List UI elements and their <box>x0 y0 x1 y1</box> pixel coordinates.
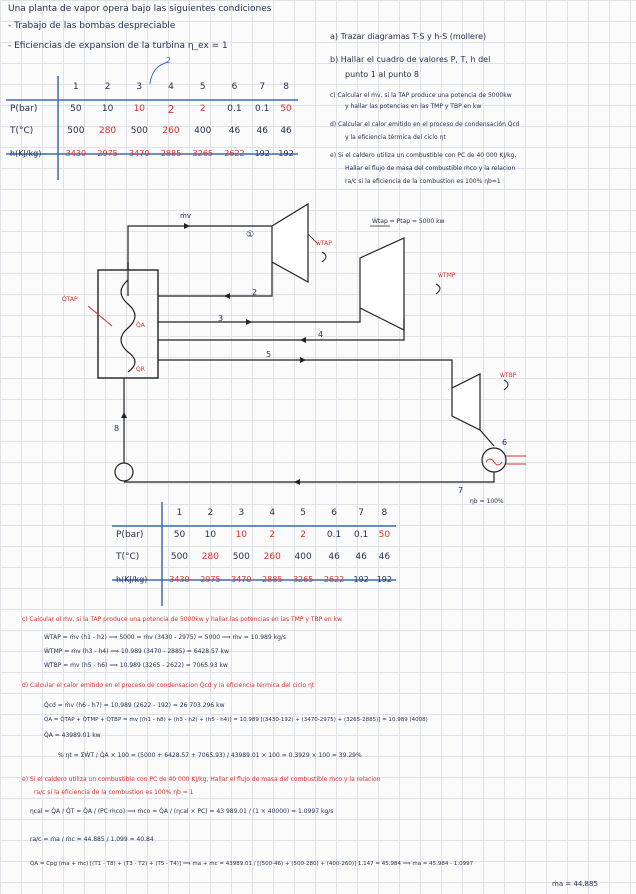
pump <box>115 463 133 481</box>
solution-d-line3: Q̇A = 43989.01 kw <box>44 732 101 739</box>
qtap-label: Q̇TAP <box>62 296 78 303</box>
table-cell: 2 <box>300 530 307 540</box>
table-cell: 192 <box>376 574 392 584</box>
table-cell: 46 <box>355 552 367 562</box>
col-header: 5 <box>300 508 307 518</box>
node-5-label: 5 <box>266 350 272 359</box>
question-e-line2: Hallar el flujo de masa del combustible ṁco y la relacion <box>345 165 516 172</box>
table-cell: 2975 <box>97 148 118 158</box>
solution-e-line3: Q̇A = Cpg (ṁa + ṁc) [(T1 - T8) + (T3 - T2) + (T5 - T4)] ⟹ ṁa + ṁc = 43989.01 / [(500-46) + (500-280) + (400-260)] 1.147 = 45.984 ⟹ ṁa = 45.984 - 1.0997 <box>30 861 474 867</box>
question-e-line1: e) Si el caldero utiliza un combustible con PC de 40 000 KJ/kg, <box>330 152 517 159</box>
table-cell: 2 <box>167 102 175 116</box>
table-cell: 3470 <box>129 148 150 158</box>
table-cell: 2885 <box>160 148 182 158</box>
table-cell: 0.1 <box>353 530 369 540</box>
wtap-equation: Ẇtap = Ptap = 5000 kw <box>372 218 445 225</box>
table-cell: 46 <box>228 126 241 136</box>
col-header: 1 <box>176 508 183 518</box>
solution-d-question: d) Calcular el calor emitido en el proceso de condensacion Q̇cd y la eficiencia térmica del ciclo ηt <box>22 682 315 689</box>
solution-c-line1: ẆTAP = ṁv (h1 - h2) ⟹ 5000 = ṁv (3430 - 2975) = 5000 ⟹ ṁv = 10.989 kg/s <box>44 634 287 641</box>
solution-d-line4: % ηt = ΣẆT / Q̇A × 100 = (5000 + 6428.57 + 7065.93) / 43989.01 × 100 = 0.3929 × 100 = 39.29% <box>58 752 362 759</box>
col-header: 4 <box>168 82 174 92</box>
col-header: 2 <box>104 82 111 92</box>
turbine-tmp <box>360 238 404 330</box>
node-8-label: 8 <box>114 424 120 433</box>
table-cell: 3265 <box>192 148 213 158</box>
col-header: 3 <box>136 82 143 92</box>
col-header: 6 <box>231 82 238 92</box>
solution-e-question1: e) Si el caldero utiliza un combustible con PC de 40 000 KJ/kg, Hallar el flujo de masa del combustible ṁco y la relacion <box>22 776 381 783</box>
efficiency-note: ηb = 100% <box>470 498 504 505</box>
row-label: h(KJ/kg) <box>116 574 148 584</box>
state-table-bottom <box>112 502 396 590</box>
table-cell: 2 <box>199 104 206 114</box>
question-b-line1: b) Hallar el cuadro de valores P, T, h del <box>330 55 491 64</box>
row-label: T(°C) <box>116 552 140 562</box>
turbine-tbp <box>452 374 480 430</box>
table-cell: 500 <box>170 552 189 562</box>
col-header: 3 <box>238 508 245 518</box>
table-cell: 46 <box>378 552 391 562</box>
table-cell: 2622 <box>323 574 345 584</box>
qr-label: Q̇R <box>136 366 145 373</box>
table-cell: 280 <box>98 126 117 136</box>
col-header: 8 <box>283 82 289 92</box>
node-7-label: 7 <box>458 486 464 495</box>
table-cell: 400 <box>294 552 312 562</box>
solution-c-line2: ẆTMP = ṁv (h3 - h4) ⟹ 10.989 (3470 - 2885) = 6428.57 kw <box>44 648 229 655</box>
table-cell: 280 <box>201 552 219 562</box>
row-label: T(°C) <box>10 126 34 136</box>
table-cell: 10 <box>204 530 217 540</box>
wtmp-label: ẇTMP <box>438 272 456 279</box>
col-header: 8 <box>381 508 388 518</box>
bullet-pumps: - Trabajo de las bombas despreciable <box>8 21 176 31</box>
row-label: h(KJ/kg) <box>10 148 42 158</box>
table-cell: 50 <box>378 530 391 540</box>
table-cell: 46 <box>328 552 340 562</box>
table-cell: 500 <box>130 126 148 136</box>
condenser <box>482 448 506 472</box>
mass-flow-label: ṁv <box>180 212 191 220</box>
solution-c-line3: ẆTBP = ṁv (h5 - h6) ⟹ 10.989 (3265 - 2622) = 7065.93 kw <box>44 662 228 669</box>
table-cell: 500 <box>67 126 85 136</box>
table-cell: 2975 <box>200 574 221 584</box>
table-cell: 2885 <box>262 574 283 584</box>
node-1-label: ① <box>246 230 255 240</box>
table-cell: 0.1 <box>227 104 242 114</box>
table-cell: 50 <box>70 104 82 114</box>
col-header: 7 <box>259 82 266 92</box>
col-header: 2 <box>207 508 214 518</box>
col-header: 5 <box>199 82 206 92</box>
solution-d-line2: Q̇A = Q̇TAP + Q̇TMP + Q̇TBP = ṁv [(h1 - h8) + (h3 - h2) + (h5 - h4)] = 10.989 [(3430-192) + (3470-2975) + (3265-2885)] = 10.989 (4008) <box>44 717 428 723</box>
table-cell: 3430 <box>169 574 190 584</box>
table-cell: 10 <box>133 104 146 114</box>
table-cell: 192 <box>353 574 369 584</box>
solution-e-question2: ra/c si la eficiencia de la combustion es 100% ηb = 1 <box>34 789 194 796</box>
turbine-tap <box>272 204 308 282</box>
table-cell: 260 <box>162 126 180 136</box>
table-cell: 46 <box>280 126 292 136</box>
node-2-label: 2 <box>252 288 258 297</box>
wtap-label: ẇTAP <box>316 240 332 247</box>
node-6-label: 6 <box>502 438 508 447</box>
solution-d-line1: Q̇cd = ṁv (h6 - h7) = 10.989 (2622 - 192) = 26 703.296 kw <box>44 702 225 709</box>
solution-e-line4: ṁa = 44.885 <box>552 880 598 888</box>
solution-c-question: c) Calcular el ṁv, si la TAP produce una potencia de 5000kw y hallar las potencias en las TMP y TBP en kw <box>22 616 342 623</box>
solution-e-line1: ηcal = Q̇A / Q̇T = Q̇A / (PC·ṁco) ⟹ ṁco = Q̇A / (ηcal × PC) = 43 989.01 / (1 × 40000) = 1.0997 kg/s <box>30 808 334 815</box>
table-arrow-note: 2 <box>166 56 172 65</box>
question-e-line3: ra/c si la eficiencia de la combustion es 100% ηb=1 <box>345 178 501 185</box>
table-cell: 0.1 <box>255 104 270 114</box>
bullet-efficiency: - Eficiencias de expansion de la turbina η_ex = 1 <box>8 41 228 51</box>
page-title: Una planta de vapor opera bajo las siguientes condiciones <box>8 4 272 14</box>
table-cell: 3265 <box>292 574 314 584</box>
table-cell: 10 <box>235 530 248 540</box>
table-cell: 500 <box>232 552 250 562</box>
col-header: 6 <box>331 508 337 518</box>
row-label: P(bar) <box>116 530 144 540</box>
node-4-label: 4 <box>318 330 324 339</box>
qa-label: Q̇A <box>136 322 145 329</box>
table-cell: 46 <box>256 126 268 136</box>
table-cell: 192 <box>254 148 270 158</box>
table-cell: 2 <box>269 530 276 540</box>
table-cell: 50 <box>173 530 186 540</box>
table-cell: 3470 <box>231 574 252 584</box>
table-cell: 2622 <box>224 148 245 158</box>
row-label: P(bar) <box>10 104 38 114</box>
question-a: a) Trazar diagramas T-S y h-S (mollere) <box>330 32 487 41</box>
question-d-line2: y la eficiencia térmica del ciclo ηt <box>345 134 446 141</box>
table-cell: 3430 <box>65 148 87 158</box>
col-header: 7 <box>358 508 364 518</box>
solution-e-line2: ra/c = ṁa / ṁc = 44.885 / 1.099 = 40.84 <box>30 836 154 843</box>
question-b-line2: punto 1 al punto 8 <box>345 70 419 79</box>
table-cell: 50 <box>280 104 292 114</box>
question-c-line2: y hallar las potencias en las TMP y TBP en kw <box>345 103 482 110</box>
question-d-line1: d) Calcular el calor emitido en el proceso de condensación Q̇cd <box>330 121 520 128</box>
table-cell: 260 <box>263 552 281 562</box>
col-header: 4 <box>269 508 276 518</box>
table-cell: 400 <box>194 126 212 136</box>
col-header: 1 <box>72 82 79 92</box>
wtbp-label: ẇTBP <box>500 372 517 379</box>
table-cell: 10 <box>101 104 114 114</box>
question-c-line1: c) Calcular el ṁv, si la TAP produce una potencia de 5000kw <box>330 92 512 99</box>
table-cell: 192 <box>278 148 294 158</box>
table-cell: 0.1 <box>326 530 342 540</box>
node-3-label: 3 <box>218 314 224 323</box>
